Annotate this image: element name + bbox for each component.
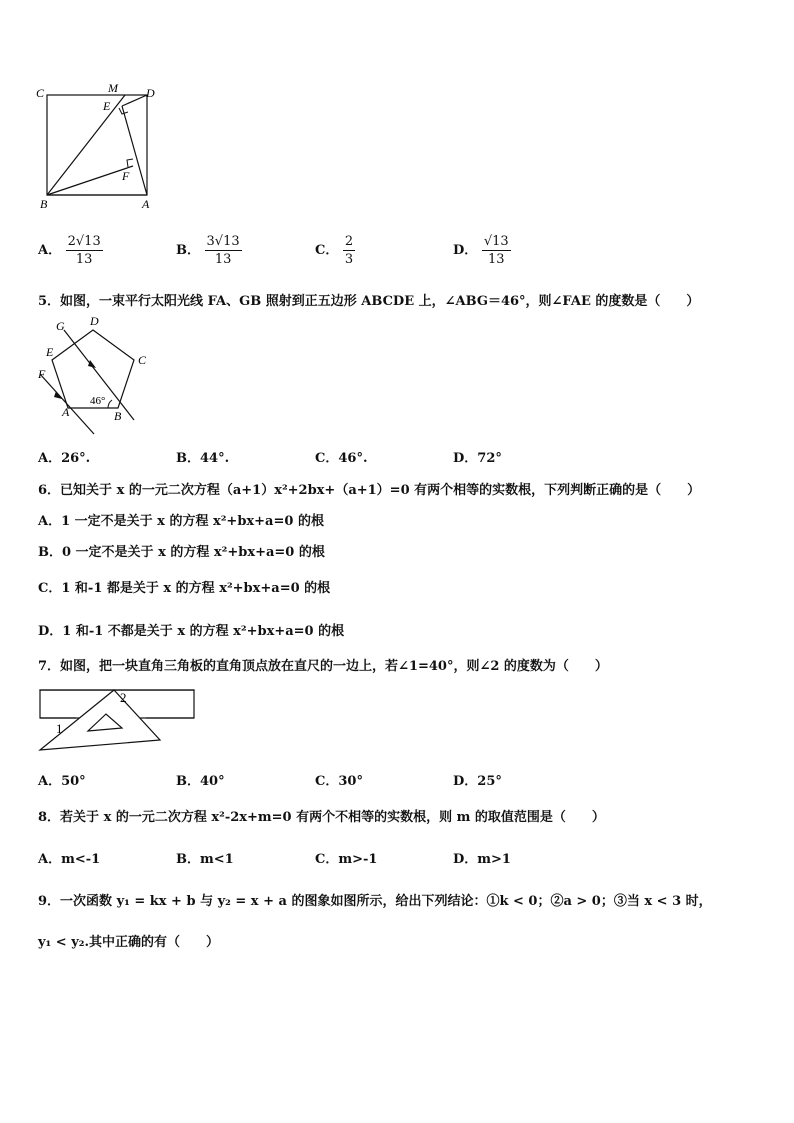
fraction xyxy=(343,234,355,267)
segment-bf xyxy=(47,166,133,195)
fraction xyxy=(482,234,511,267)
q4-option-a[interactable] xyxy=(38,234,103,267)
label-f: F xyxy=(122,169,130,183)
label-a: A xyxy=(62,405,70,419)
q5-option-a[interactable]: A．26°. xyxy=(38,451,91,466)
label-d: D xyxy=(146,86,155,100)
q9-stem-line1: 9．一次函数 y₁ = kx + b 与 y₂ = x + a 的图象如图所示，给出下列结论：①k < 0；②a > 0；③当 x < 3 时， xyxy=(38,894,712,909)
fraction xyxy=(66,234,103,267)
label-angle-1: 1 xyxy=(56,721,63,736)
q5-option-d[interactable]: D．72° xyxy=(453,451,502,466)
q7-stem: 7．如图，把一块直角三角板的直角顶点放在直尺的一边上，若∠1=40°，则∠2 的度数为（ ） xyxy=(38,659,608,674)
q6-stem: 6．已知关于 x 的一元二次方程（a+1）x²+2bx+（a+1）=0 有两个相等的实数根，下列判断正确的是（ ） xyxy=(38,483,701,498)
label-m: M xyxy=(108,81,118,95)
q8-stem: 8．若关于 x 的一元二次方程 x²-2x+m=0 有两个不相等的实数根，则 m 的取值范围是（ ） xyxy=(38,810,605,825)
option-letter: A． xyxy=(38,243,62,258)
square-outline xyxy=(47,95,147,195)
q7-option-b[interactable]: B．40° xyxy=(176,774,225,789)
ruler-triangle-figure xyxy=(36,684,198,754)
q6-option-c[interactable]: C．1 和-1 都是关于 x 的方程 x²+bx+a=0 的根 xyxy=(38,581,331,596)
q8-option-c[interactable]: C．m>-1 xyxy=(315,852,378,867)
numerator: 2√13 xyxy=(67,234,101,249)
q7-option-a[interactable]: A．50° xyxy=(38,774,86,789)
denominator: 3 xyxy=(344,252,354,267)
denominator: 13 xyxy=(214,252,232,267)
label-e: E xyxy=(103,99,111,113)
angle-arc xyxy=(108,400,112,408)
arrow-f xyxy=(54,391,62,399)
numerator: 3√13 xyxy=(206,234,240,249)
denominator: 13 xyxy=(75,252,93,267)
q8-option-b[interactable]: B．m<1 xyxy=(176,852,234,867)
q5-option-b[interactable]: B．44°. xyxy=(176,451,230,466)
q4-option-d[interactable] xyxy=(453,234,511,267)
q4-option-b[interactable] xyxy=(176,234,242,267)
option-letter: D． xyxy=(453,243,478,258)
q8-option-a[interactable]: A．m<-1 xyxy=(38,852,101,867)
q6-option-b[interactable]: B．0 一定不是关于 x 的方程 x²+bx+a=0 的根 xyxy=(38,545,325,560)
q9-stem-line2: y₁ < y₂.其中正确的有（ ） xyxy=(38,935,219,950)
arrow-g xyxy=(88,360,96,368)
label-f: F xyxy=(38,367,46,381)
label-d: D xyxy=(90,314,99,328)
q5-stem: 5．如图，一束平行太阳光线 FA、GB 照射到正五边形 ABCDE 上，∠ABG＝46°，则∠FAE 的度数是（ ） xyxy=(38,294,700,309)
q8-option-d[interactable]: D．m>1 xyxy=(453,852,511,867)
option-letter: B． xyxy=(176,243,200,258)
q5-option-c[interactable]: C．46°. xyxy=(315,451,368,466)
segment-ed xyxy=(122,95,147,106)
q6-option-d[interactable]: D．1 和-1 不都是关于 x 的方程 x²+bx+a=0 的根 xyxy=(38,624,345,639)
label-angle-46: 46° xyxy=(90,395,106,407)
fraction xyxy=(205,234,242,267)
pentagon-figure xyxy=(30,312,160,437)
label-b: B xyxy=(40,197,48,211)
numerator: 2 xyxy=(344,234,354,249)
label-c: C xyxy=(138,353,147,367)
q7-option-d[interactable]: D．25° xyxy=(453,774,502,789)
label-angle-2: 2 xyxy=(120,690,127,705)
label-a: A xyxy=(142,197,150,211)
square-figure xyxy=(30,80,170,215)
numerator: √13 xyxy=(483,234,509,249)
q6-option-a[interactable]: A．1 一定不是关于 x 的方程 x²+bx+a=0 的根 xyxy=(38,514,324,529)
label-g: G xyxy=(56,319,65,333)
q7-option-c[interactable]: C．30° xyxy=(315,774,363,789)
label-e: E xyxy=(46,345,54,359)
denominator: 13 xyxy=(487,252,505,267)
segment-bm xyxy=(47,95,125,195)
label-c: C xyxy=(36,86,45,100)
option-letter: C． xyxy=(315,243,339,258)
label-b: B xyxy=(114,409,122,423)
ray-fa xyxy=(40,374,94,434)
q4-option-c[interactable] xyxy=(315,234,355,267)
